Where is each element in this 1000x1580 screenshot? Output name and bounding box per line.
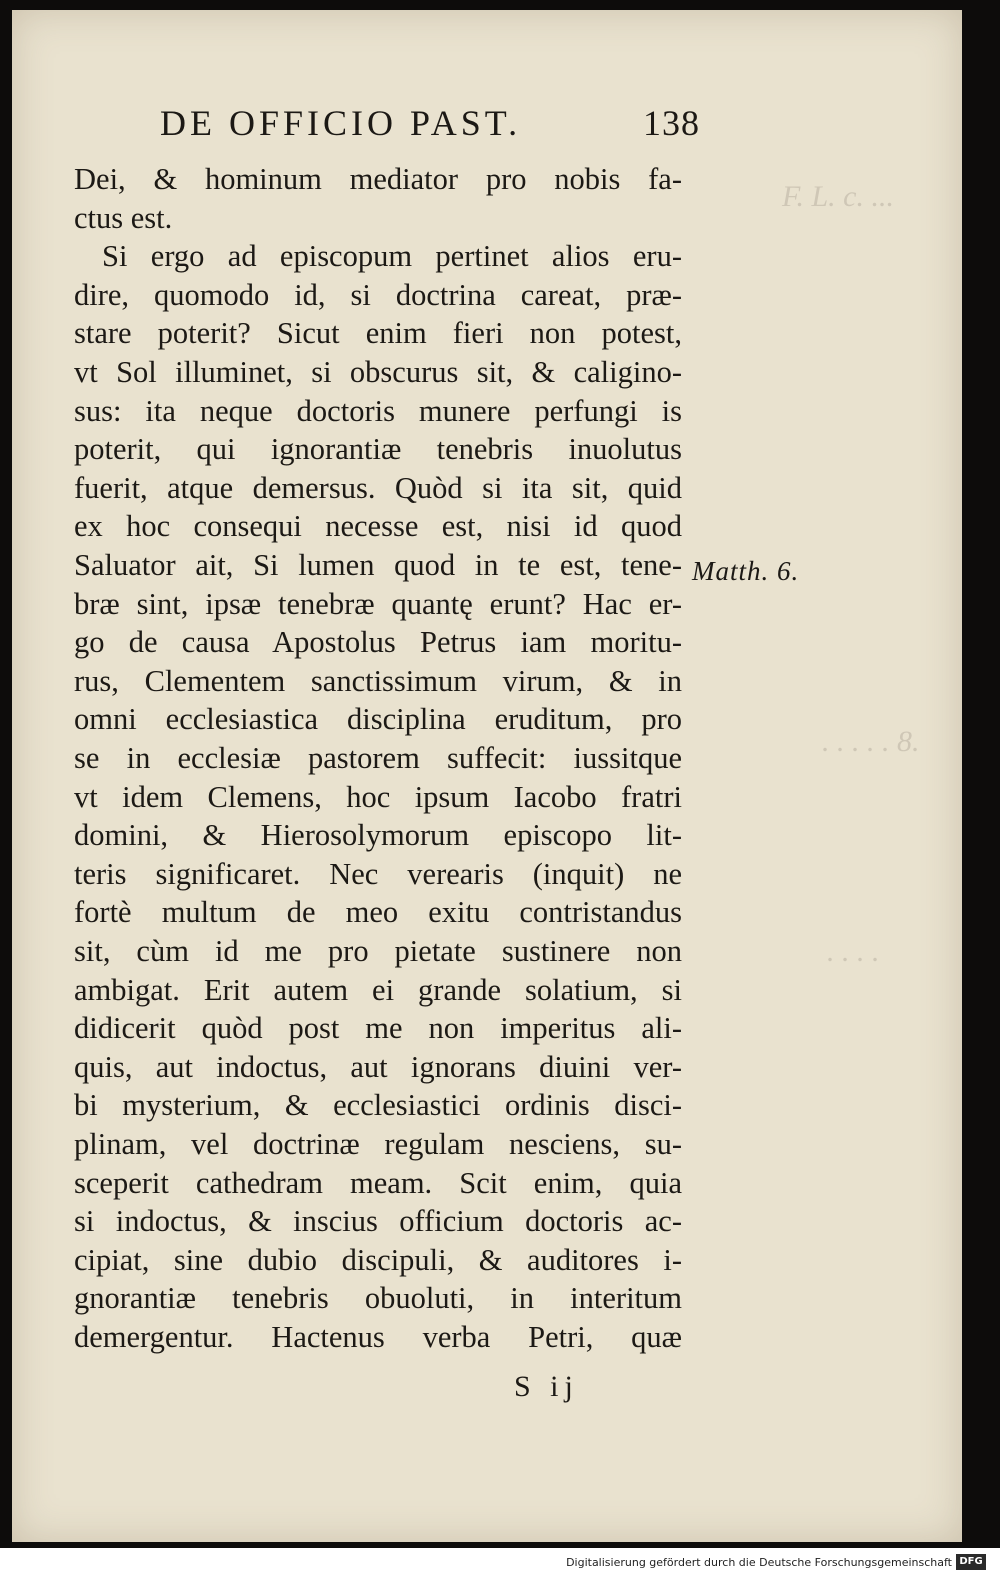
text-line: rus, Clementem sanctissimum virum, & in: [74, 663, 682, 698]
text-line: bræ sint, ipsæ tenebræ quantę erunt? Hac er-: [74, 586, 682, 621]
running-title: DE OFFICIO PAST.: [160, 103, 522, 143]
text-line: cipiat, sine dubio discipuli, & auditores i-: [74, 1242, 682, 1277]
funding-credit: Digitalisierung gefördert durch die Deutsche Forschungsgemeinschaft: [566, 1556, 952, 1569]
signature-mark: S ij: [514, 1370, 579, 1403]
text-line: se in ecclesiæ pastorem suffecit: iussitque: [74, 741, 682, 775]
text-line: Saluator ait, Si lumen quod in te est, tene-: [74, 548, 682, 582]
text-line: domini, & Hierosolymorum episcopo lit-: [74, 818, 682, 853]
text-line: sceperit cathedram meam. Scit enim, quia: [74, 1165, 682, 1200]
text-line: ex hoc consequi necesse est, nisi id quod: [74, 509, 682, 544]
text-line: plinam, vel doctrinæ regulam nesciens, su-: [74, 1127, 682, 1161]
text-line: gnorantiæ tenebris obuoluti, in interitum: [74, 1281, 682, 1316]
page-number: 138: [643, 103, 700, 143]
text-line: bi mysterium, & ecclesiastici ordinis disci-: [74, 1088, 682, 1123]
text-line: ambigat. Erit autem ei grande solatium, si: [74, 972, 682, 1007]
text-line: demergentur. Hactenus verba Petri, quæ: [74, 1320, 682, 1354]
text-line: vt Sol illuminet, si obscurus sit, & caligino-: [74, 355, 682, 389]
text-line: stare poterit? Sicut enim fieri non potest,: [74, 316, 682, 351]
dfg-logo: DFG: [956, 1554, 986, 1570]
text-line: Dei, & hominum mediator pro nobis fa-: [74, 162, 682, 196]
text-line: teris significaret. Nec verearis (inquit) ne: [74, 856, 682, 891]
text-line: dire, quomodo id, si doctrina careat, præ-: [74, 277, 682, 312]
text-line: Si ergo ad episcopum pertinet alios eru-: [102, 239, 682, 274]
text-line: sit, cùm id me pro pietate sustinere non: [74, 934, 682, 968]
text-line: omni ecclesiastica disciplina eruditum, pro: [74, 702, 682, 737]
text-line: sus: ita neque doctoris munere perfungi is: [74, 393, 682, 428]
text-line: fortè multum de meo exitu contristandus: [74, 895, 682, 930]
text-line: ctus est.: [74, 200, 173, 235]
text-line: vt idem Clemens, hoc ipsum Iacobo fratri: [74, 779, 682, 814]
bleed-through-ink: . . . . . 8.: [822, 725, 920, 758]
body-text: [74, 160, 684, 1380]
running-head: [160, 102, 700, 148]
text-line: didicerit quòd post me non imperitus ali-: [74, 1011, 682, 1046]
text-line: poterit, qui ignorantiæ tenebris inuolutus: [74, 432, 682, 467]
footer-bar: [0, 1548, 1000, 1580]
text-line: si indoctus, & inscius officium doctoris ac-: [74, 1204, 682, 1239]
text-line: fuerit, atque demersus. Quòd si ita sit, quid: [74, 470, 682, 505]
margin-note: Matth. 6.: [692, 556, 800, 586]
text-line: go de causa Apostolus Petrus iam moritu-: [74, 625, 682, 660]
book-page: [12, 10, 962, 1542]
bleed-through-ink: F. L. c. ...: [782, 180, 894, 213]
bleed-through-ink: . . . .: [827, 935, 880, 968]
text-line: quis, aut indoctus, aut ignorans diuini ver-: [74, 1049, 682, 1084]
